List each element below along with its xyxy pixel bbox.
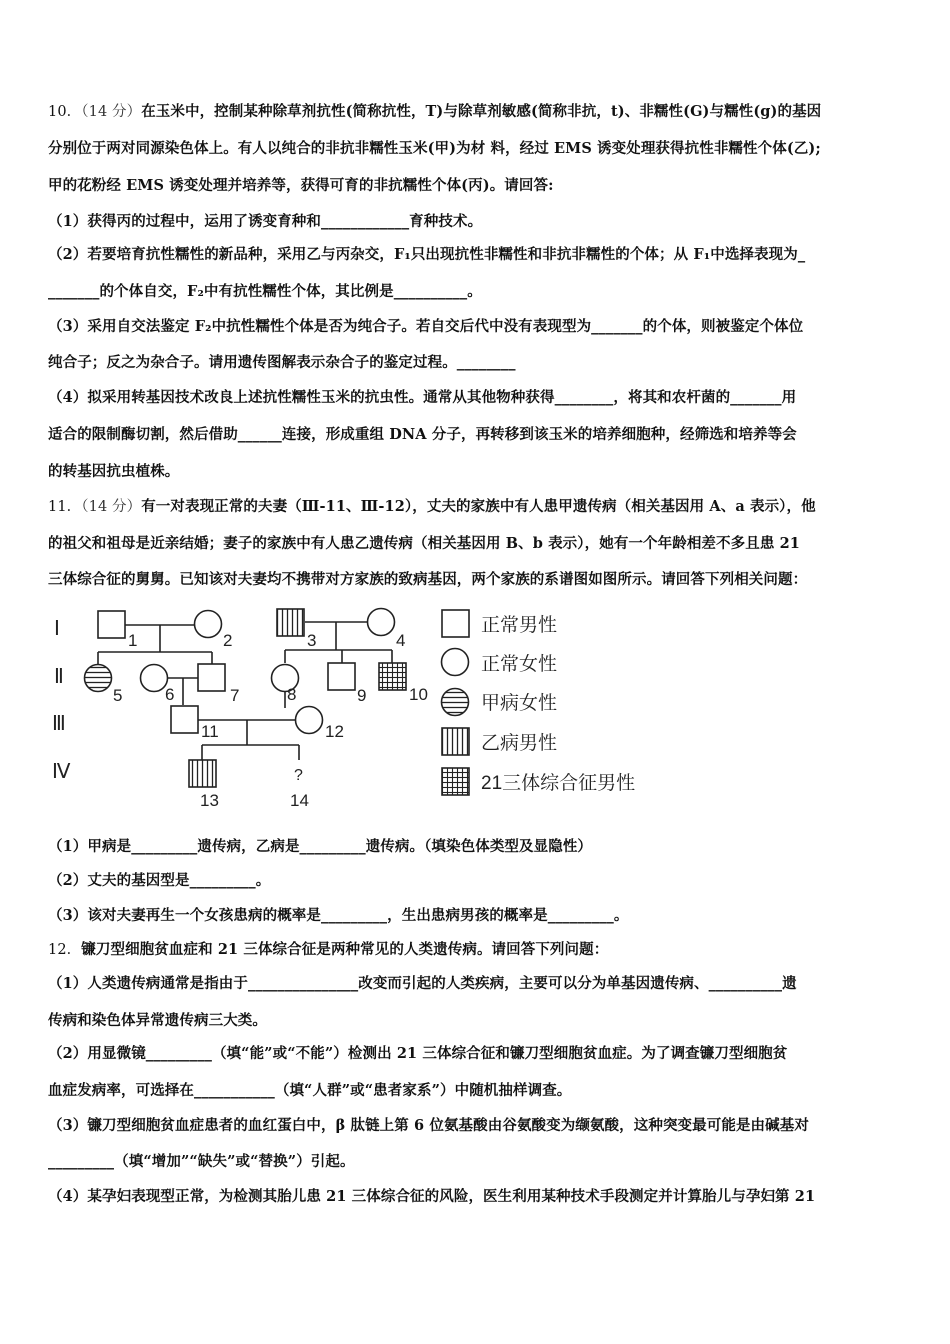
q10-sub-2a: （2）若要培育抗性糯性的新品种，采用乙与丙杂交，F₁只出现抗性非糯性和非抗非糯性的个体；从 F₁中选择表现为_ [48,246,806,263]
individual-7 [198,664,225,691]
individual-6 [141,665,168,692]
q10-score: （14 分） [81,104,142,120]
legend-jia-female-label: 甲病女性 [481,693,558,714]
q10-sub-4b: 适合的限制酶切割，然后借助______连接，形成重组 DNA 分子，再转移到该玉米的培养细胞种，经筛选和培养等会 [48,426,797,443]
q12-sub-1b: 传病和染色体异常遗传病三大类。 [48,1012,267,1029]
legend-normal-female-label: 正常女性 [481,654,558,675]
individual-11 [171,706,198,733]
legend-t21-male-symbol [442,768,469,795]
q10-sub-1: （1）获得丙的过程中，运用了诱变育种和____________育种技术。 [48,213,483,230]
q11-line-3: 三体综合征的舅舅。已知该对夫妻均不携带对方家族的致病基因，两个家族的系谱图如图所示。请回答下列相关问题： [48,571,808,588]
pedigree-chart [40,600,680,815]
q10-sub-3b: 纯合子；反之为杂合子。请用遗传图解表示杂合子的鉴定过程。________ [48,354,516,371]
q12-sub-3b: _________（填“增加”“缺失”或“替换”）引起。 [48,1153,355,1170]
individual-10 [379,663,406,690]
q12-sub-2a: （2）用显微镜_________（填“能”或“不能”）检测出 21 三体综合征和镰刀型细胞贫血症。为了调查镰刀型细胞贫 [48,1045,788,1062]
legend-t21-male-label: 21三体综合征男性 [481,773,636,794]
id-label-2: 2 [223,631,233,650]
id-label-8: 8 [287,685,297,704]
q11-line-2: 的祖父和祖母是近亲结婚；妻子的家族中有人患乙遗传病（相关基因用 B、b 表示），她有一个年龄相差不多且患 21 [48,535,800,552]
q10-stem-1: 在玉米中，控制某种除草剂抗性(简称抗性，T)与除草剂敏感(简称非抗，t)、非糯性(G)与糯性(g)的基因 [141,103,822,120]
individual-3 [277,609,304,636]
q10-line-3: 甲的花粉经 EMS 诱变处理并培养等，获得可育的非抗糯性个体(丙)。请回答: [48,177,554,194]
q12-number: 12． [48,942,82,958]
q12-sub-4a: （4）某孕妇表现型正常，为检测其胎儿患 21 三体综合征的风险，医生利用某种技术手段测定并计算胎儿与孕妇第 21 [48,1188,816,1205]
legend-yi-male-symbol [442,728,469,755]
q12-sub-2b: 血症发病率，可选择在___________（填“人群”或“患者家系”）中随机抽样调查。 [48,1082,572,1099]
q10-sub-2b: _______的个体自交，F₂中有抗性糯性个体，其比例是__________。 [48,283,482,300]
q10-number: 10． [48,104,82,120]
id-label-5: 5 [113,686,123,705]
id-label-12: 12 [325,722,344,741]
id-label-11: 11 [201,722,219,741]
id-label-3: 3 [307,631,317,650]
legend-normal-male-symbol [442,610,469,637]
q12-line-1 [48,940,910,960]
legend-normal-female-symbol [442,649,469,676]
individual-4 [368,609,395,636]
id-label-1: 1 [128,631,138,650]
q11-number: 11． [48,499,82,515]
q11-sub-2: （2）丈夫的基因型是_________。 [48,872,271,889]
q11-line-1 [48,497,910,517]
q12-sub-3a: （3）镰刀型细胞贫血症患者的血红蛋白中，β 肽链上第 6 位氨基酸由谷氨酸变为缬氨酸，这种突变最可能是由碱基对 [48,1117,809,1134]
id-label-14: 14 [290,791,309,810]
legend-yi-male-label: 乙病男性 [481,733,558,754]
gen-label-1: Ⅰ [54,618,60,640]
individual-1 [98,611,125,638]
id-label-9: 9 [357,686,367,705]
q11-sub-1: （1）甲病是_________遗传病，乙病是_________遗传病。（填染色体类型及显隐性） [48,838,593,855]
gen-label-2: Ⅱ [54,666,64,688]
individual-13 [189,760,216,787]
q12-sub-1a: （1）人类遗传病通常是指由于_______________改变而引起的人类疾病，主要可以分为单基因遗传病、__________遗 [48,975,797,992]
q10-line-1 [48,102,910,122]
id-label-13: 13 [200,791,219,810]
q11-sub-3: （3）该对夫妻再生一个女孩患病的概率是_________，生出患病男孩的概率是_________。 [48,907,629,924]
id-label-7: 7 [230,686,240,705]
individual-12 [296,707,323,734]
legend-jia-female-symbol [442,689,469,716]
q10-sub-3a: （3）采用自交法鉴定 F₂中抗性糯性个体是否为纯合子。若自交后代中没有表现型为_______的个体，则被鉴定个体位 [48,318,804,335]
individual-5 [85,665,112,692]
q12-stem-1: 镰刀型细胞贫血症和 21 三体综合征是两种常见的人类遗传病。请回答下列问题： [81,941,609,958]
q10-sub-4a: （4）拟采用转基因技术改良上述抗性糯性玉米的抗虫性。通常从其他物种获得________，将其和农杆菌的_______用 [48,389,797,406]
id-label-6: 6 [165,685,175,704]
id-label-10: 10 [409,685,428,704]
individual-2 [195,611,222,638]
q11-stem-1: 有一对表现正常的夫妻（Ⅲ-11、Ⅲ-12），丈夫的家族中有人患甲遗传病（相关基因用 A、a 表示），他 [141,498,816,515]
q10-line-2: 分别位于两对同源染色体上。有人以纯合的非抗非糯性玉米(甲)为材 料，经过 EMS 诱变处理获得抗性非糯性个体(乙); [48,140,821,157]
q11-score: （14 分） [81,499,142,515]
id-label-4: 4 [396,631,406,650]
legend-normal-male-label: 正常男性 [481,615,558,636]
q10-sub-4c: 的转基因抗虫植株。 [48,463,180,480]
unknown-mark-14: ? [294,767,303,784]
gen-label-3: Ⅲ [52,713,66,735]
gen-label-4: Ⅳ [52,761,71,783]
individual-9 [328,663,355,690]
